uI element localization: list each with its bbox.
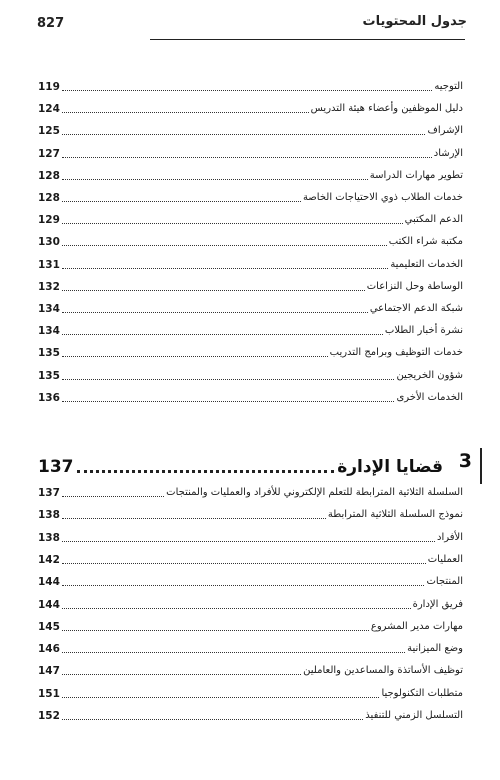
page-number: 827 [37, 16, 65, 31]
dot-leader [62, 608, 411, 609]
toc-entry-title: متطلبات التكنولوجيا [381, 687, 463, 699]
toc-entry-page: 134 [38, 303, 60, 315]
toc-entry-page: 138 [38, 531, 60, 544]
toc-entry-page: 152 [38, 710, 60, 722]
toc-entry[interactable] [38, 98, 463, 116]
toc-entry-title: الإرشاد [433, 147, 463, 159]
toc-entry-title: الوساطة وحل النزاعات [366, 280, 463, 292]
toc-entry-title: السلسلة الثلاثية المترابطة للتعلم الإلكتروني للأفراد والعمليات والمنتجات [166, 487, 463, 498]
dot-leader [62, 518, 326, 519]
toc-entry-page: 128 [38, 192, 60, 204]
toc-entry-page: 147 [38, 665, 60, 678]
toc-entry[interactable] [38, 387, 463, 405]
toc-entry-page: 151 [38, 687, 60, 700]
page-header [0, 0, 500, 44]
dot-leader [62, 223, 403, 224]
toc-entry[interactable] [38, 504, 463, 522]
dot-leader [62, 585, 424, 586]
toc-entry-page: 132 [38, 280, 60, 293]
dot-leader [62, 134, 425, 135]
toc-entry[interactable] [38, 638, 463, 656]
header-rule [150, 39, 465, 40]
toc-entry[interactable] [38, 187, 463, 205]
toc-entry-page: 144 [38, 576, 60, 589]
toc-entry-page: 146 [38, 643, 60, 656]
dot-leader [62, 652, 405, 653]
dot-leader [62, 268, 388, 269]
toc-entry[interactable] [38, 705, 463, 723]
running-title: جدول المحتويات [362, 14, 467, 29]
toc-entry[interactable] [38, 231, 463, 249]
toc-entry-page: 124 [38, 103, 60, 116]
chapter-bar [480, 448, 482, 484]
dot-leader [62, 312, 368, 313]
toc-entry-title: فريق الإدارة [412, 598, 463, 610]
dot-leader [62, 90, 432, 91]
toc-entry[interactable] [38, 143, 463, 161]
toc-entry-title: نشرة أخبار الطلاب [384, 325, 463, 337]
toc-entry-page: 129 [38, 214, 60, 227]
toc-entry[interactable] [38, 342, 463, 360]
dot-leader [62, 179, 368, 180]
toc-entry-title: مهارات مدير المشروع [370, 620, 463, 632]
dot-leader [62, 356, 328, 357]
chapter-leader [77, 470, 335, 473]
toc-entry[interactable] [38, 683, 463, 701]
chapter-row[interactable] [38, 454, 443, 478]
chapter-title: قضايا الإدارة [337, 457, 443, 477]
toc-entry-title: التوجيه [434, 81, 463, 92]
toc-entry-page: 136 [38, 391, 60, 404]
toc-entry[interactable] [38, 571, 463, 589]
toc-entry-page: 128 [38, 169, 60, 182]
toc-entry-title: خدمات التوظيف وبرامج التدريب [329, 347, 463, 359]
toc-entry[interactable] [38, 482, 463, 500]
toc-entry-title: شبكة الدعم الاجتماعي [369, 303, 463, 314]
toc-entry[interactable] [38, 120, 463, 138]
toc-entry[interactable] [38, 209, 463, 227]
toc-entry-title: الخدمات التعليمية [390, 258, 463, 270]
toc-entry-title: شؤون الخريجين [396, 369, 463, 381]
toc-entry-page: 138 [38, 509, 60, 522]
dot-leader [62, 674, 301, 675]
toc-entry-title: تطوير مهارات الدراسة [369, 169, 463, 181]
toc-entry-page: 125 [38, 125, 60, 138]
toc-entry[interactable] [38, 165, 463, 183]
toc-entry[interactable] [38, 594, 463, 612]
toc-entry-title: خدمات الطلاب ذوي الاحتياجات الخاصة [302, 192, 463, 203]
chapter-page: 137 [38, 457, 74, 477]
toc-entry-page: 130 [38, 236, 60, 249]
toc-entry-title: مكتبة شراء الكتب [388, 236, 463, 248]
dot-leader [62, 541, 435, 542]
dot-leader [62, 719, 363, 720]
toc-entry-page: 119 [38, 81, 60, 93]
toc-entry-title: المنتجات [426, 576, 463, 588]
toc-entry-page: 144 [38, 598, 60, 611]
toc-entry-page: 145 [38, 620, 60, 633]
dot-leader [62, 697, 379, 698]
dot-leader [62, 496, 164, 497]
dot-leader [62, 201, 301, 202]
toc-entry-page: 142 [38, 553, 60, 566]
toc-entry-page: 135 [38, 347, 60, 360]
chapter-number: 3 [458, 450, 472, 472]
dot-leader [62, 334, 383, 335]
dot-leader [62, 563, 426, 564]
toc-entry[interactable] [38, 76, 463, 94]
toc-entry[interactable] [38, 276, 463, 294]
toc-entry-title: وضع الميزانية [407, 643, 463, 655]
toc-entry[interactable] [38, 298, 463, 316]
toc-entry-title: الأفراد [436, 531, 463, 543]
dot-leader [62, 379, 394, 380]
dot-leader [62, 112, 309, 113]
toc-entry-title: نموذج السلسلة الثلاثية المترابطة [327, 509, 463, 521]
dot-leader [62, 401, 394, 402]
toc-entry-title: الدعم المكتبي [404, 214, 463, 226]
dot-leader [62, 157, 432, 158]
toc-entry[interactable] [38, 616, 463, 634]
dot-leader [62, 245, 387, 246]
toc-entry-title: الإشراف [427, 125, 463, 137]
toc-entry[interactable] [38, 320, 463, 338]
dot-leader [62, 290, 365, 291]
toc-entry[interactable] [38, 254, 463, 272]
toc-entry-page: 134 [38, 325, 60, 338]
toc-entry[interactable] [38, 365, 463, 383]
toc-entry-title: التسلسل الزمني للتنفيذ [365, 710, 463, 721]
toc-entry-title: العمليات [427, 553, 463, 565]
toc-entry-title: الخدمات الأخرى [396, 391, 463, 403]
toc-entry-page: 127 [38, 147, 60, 160]
toc-entry[interactable] [38, 527, 463, 545]
toc-entry[interactable] [38, 660, 463, 678]
toc-entry-title: دليل الموظفين وأعضاء هيئة التدريس [310, 103, 463, 115]
toc-entry-title: توظيف الأساتذة والمساعدين والعاملين [303, 665, 463, 677]
toc-entry[interactable] [38, 549, 463, 567]
dot-leader [62, 630, 369, 631]
toc-entry-page: 137 [38, 487, 60, 499]
toc-entry-page: 131 [38, 258, 60, 271]
toc-entry-page: 135 [38, 369, 60, 382]
